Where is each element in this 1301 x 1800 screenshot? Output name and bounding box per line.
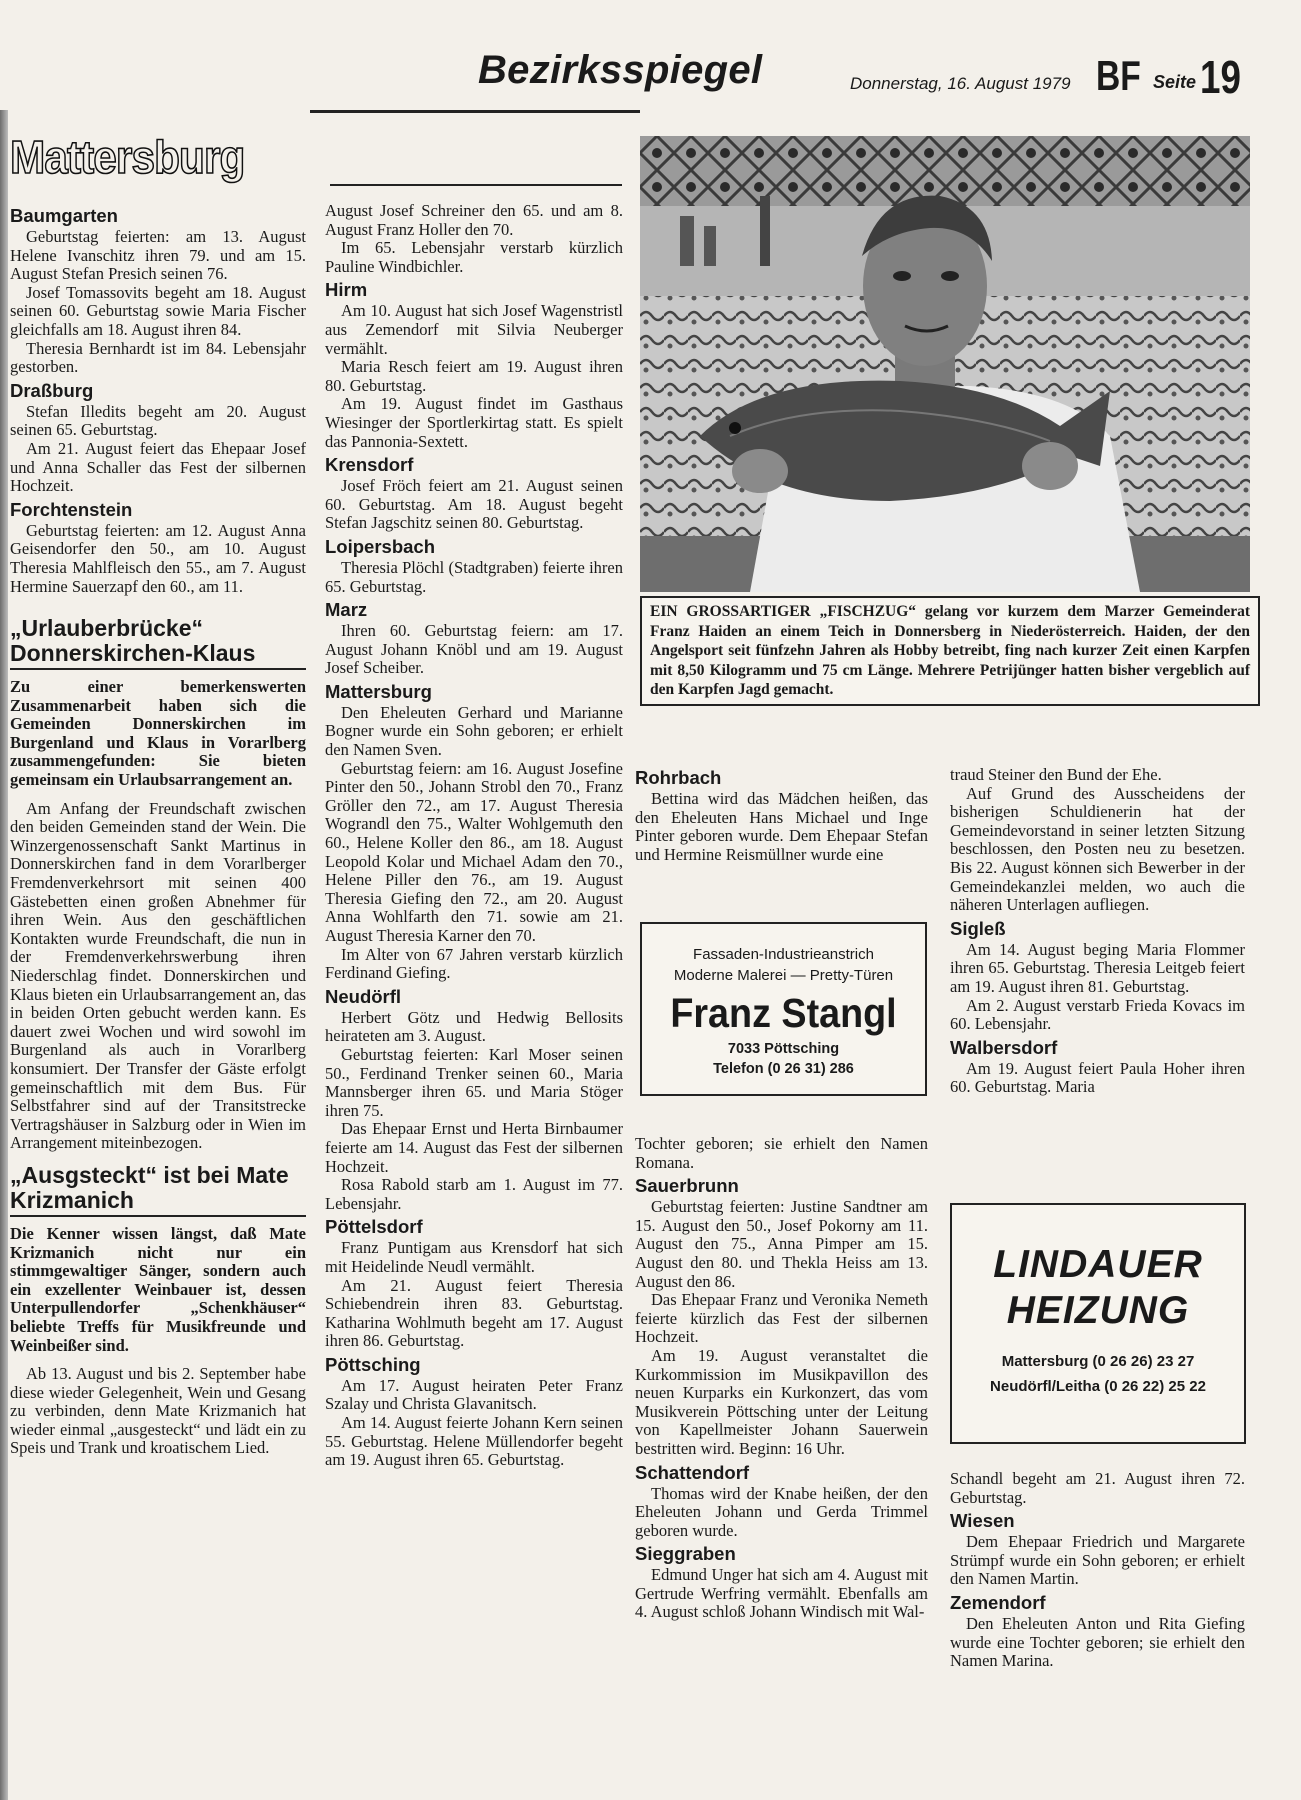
ad-line: Fassaden-Industrieanstrich [693,946,874,963]
column-3-bottom [635,1135,928,1622]
paragraph: Im 65. Lebensjahr verstarb kürzlich Pauline Windbichler. [325,238,623,276]
masthead-rule [310,110,640,113]
paragraph: Am 19. August findet im Gasthaus Wiesinger der Sportlerkirtag statt. Es spielt das Pannonia-Sextett. [325,394,623,451]
paragraph: Franz Puntigam aus Krensdorf hat sich mit Heidelinde Neudl vermählt. [325,1238,623,1276]
heading-forchtenstein: Forchtenstein [10,498,133,520]
paragraph: Josef Fröch feiert am 21. August seinen 60. Geburtstag. Am 18. August begeht Stefan Jagschitz seinen 80. Geburtstag. [325,476,623,533]
paragraph: Den Eheleuten Anton und Rita Giefing wurde eine Tochter geboren; sie erhielt den Namen Marina. [950,1613,1245,1671]
paragraph: Geburtstag feierten: Karl Moser seinen 50., Ferdinand Trenker seinen 60., Maria Mannsberger ihren 65. und Maria Stöger ihren 75. [325,1044,623,1120]
paragraph: Edmund Unger hat sich am 4. August mit Gertrude Werfring vermählt. Ebenfalls am 4. August schloß Johann Windisch mit Wal- [635,1565,928,1622]
heading-krensdorf: Krensdorf [325,454,414,476]
article-headline-ausgsteckt: „Ausgsteckt“ ist bei Mate Krizmanich [10,1163,306,1217]
ad-company-name: Franz Stangl [670,990,897,1036]
paragraph: Das Ehepaar Ernst und Herta Birnbaumer feierte am 14. August das Fest der silbernen Hochzeit. [325,1119,623,1176]
paragraph: Schandl begeht am 21. August ihren 72. Geburtstag. [950,1469,1245,1507]
heading-baumgarten: Baumgarten [10,205,118,226]
paragraph: Das Ehepaar Franz und Veronika Nemeth feierte kürzlich das Fest der silbernen Hochzeit. [635,1290,928,1347]
section-title: Bezirksspiegel [478,48,763,92]
paragraph: Tochter geboren; sie erhielt den Namen Romana. [635,1134,928,1172]
ad-phone: Telefon (0 26 31) 286 [713,1061,854,1077]
heading-rohrbach: Rohrbach [635,767,722,788]
paragraph: Geburtstag feierten: Justine Sandtner am 15. August den 50., Josef Pokorny am 11. August den 75., Anna Pimper am 15. August den 80. und Thekla Heiss am 13. August den 86. [635,1197,928,1291]
article-body: Ab 13. August und bis 2. September habe diese wieder Gelegenheit, Wein und Gesang zu verbinden, denn Mate Krizmanich hat wieder einmal „ausgesteckt“ und lädt ein zu Speis und Trank und kroatischem Lied. [10,1364,306,1458]
ad-phone: Neudörfl/Leitha (0 26 22) 25 22 [990,1378,1206,1395]
heading-drassburg: Draßburg [10,379,94,401]
ad-address: 7033 Pöttsching [727,1041,840,1057]
paragraph: Am 14. August beging Maria Flommer ihren 65. Geburtstag. Theresia Leitgeb feiert am 19. August ihren 81. Geburtstag. [950,939,1245,996]
ad-line: Moderne Malerei — Pretty-Türen [673,967,894,984]
column-3-top [635,764,928,864]
paragraph: traud Steiner den Bund der Ehe. [950,765,1162,784]
spacer [10,596,306,606]
paragraph: Maria Resch feiert am 19. August ihren 80. Geburtstag. [325,357,623,395]
paragraph: Am 10. August hat sich Josef Wagenstristl aus Zemendorf mit Silvia Neuberger vermählt. [325,301,623,358]
paragraph: Thomas wird der Knabe heißen, der den Eheleuten Johann und Gerda Trimmel geboren wurde. [635,1483,928,1540]
heading-neudoerfl: Neudörfl [325,985,402,1007]
article-lead: Zu einer bemerkenswerten Zusammenarbeit haben sich die Gemeinden Donnerskirchen im Burgenland und Klaus in Vorarlberg zusammengefunden: Sie bieten gemeinsam ein Urlaubsarrangement an. [10,677,306,790]
newspaper-logo: BF [1096,52,1141,99]
paragraph: Am 19. August feiert Paula Hoher ihren 60. Geburtstag. Maria [950,1058,1245,1097]
photo-caption: EIN GROSSARTIGER „FISCHZUG“ gelang vor kurzem dem Marzer Gemeinderat Franz Haiden an einem Teich in Donnersberg in Niederösterreich. Haiden, der den Angelsport seit fünfzehn Jahren als Hobby betreibt, fing nach kurzer Zeit einen Karpfen mit 8,50 Kilogramm und 75 cm Länge. Mehrere Petrijünger hatten bisher vergeblich auf den Karpfen Jagd gemacht. [640,596,1260,706]
heading-poettelsdorf: Pöttelsdorf [325,1216,423,1238]
paragraph: Bettina wird das Mädchen heißen, das den Eheleuten Hans Michael und Inge Pinter geboren wurde. Dem Ehepaar Stefan und Hermine Reismüllner wurde eine [635,789,928,864]
heading-poettsching: Pöttsching [325,1353,421,1375]
page-number: 19 [1200,51,1241,103]
heading-loipersbach: Loipersbach [325,535,435,557]
heading-zemendorf: Zemendorf [950,1591,1046,1613]
paragraph: August Josef Schreiner den 65. und am 8. August Franz Holler den 70. [325,201,623,239]
paragraph: Ihren 60. Geburtstag feiern: am 17. August Johann Knöbl und am 19. August Josef Scheiber. [325,621,623,678]
paragraph: Am 21. August feiert Theresia Schiebendrein ihren 83. Geburtstag. Katharina Wohlmuth begeht am 17. August ihren 86. Geburtstag. [325,1275,623,1351]
paragraph: Am 14. August feierte Johann Kern seinen 55. Geburtstag. Helene Müllendorfer begeht am 19. August ihren 65. Geburtstag. [325,1413,623,1470]
paragraph: Am 17. August heiraten Peter Franz Szalay und Christa Glavanitsch. [325,1375,623,1414]
man-holding-carp-photo [640,136,1250,592]
page-label: Seite [1153,72,1197,92]
paragraph: Dem Ehepaar Friedrich und Margarete Strümpf wurde ein Sohn geboren; er erhielt den Namen Martin. [950,1532,1245,1589]
paragraph: Stefan Illedits begeht am 20. August seinen 65. Geburtstag. [10,401,306,440]
heading-sigless: Sigleß [950,917,1006,939]
article-body: Am Anfang der Freundschaft zwischen den beiden Gemeinden stand der Wein. Die Winzergenossenschaft Sankt Martinus in Donnerskirchen fand in dem Vorarlberger Fremdenverkehrsort mit seinen 400 Gästebetten einen großen Abnehmer für ihren Wein. Aus den geschäftlichen Kontakten wurde Freundschaft, die nun in der Fremdenverkehrswerbung ihren Niederschlag findet. Donnerskirchen und Klaus bieten ein Urlaubsarrangement an, das in beiden Orten gebucht werden kann. Es dauert zwei Wochen und wird sowohl im Burgenland als auch in Vorarlberg konsumiert. Der Transfer der Gäste erfolgt gemeinschaftlich mit dem Bus. Für Selbstfahrer sind auf der Transitstrecke Vertragshäuser in Salzburg oder in Wien im Arrangement miteinbezogen. [10,798,306,1153]
column-4-bottom [950,1470,1245,1671]
paragraph: Am 21. August feiert das Ehepaar Josef und Anna Schaller das Fest der silbernen Hochzeit. [10,438,306,496]
region-banner: Mattersburg [10,131,245,183]
paragraph: Den Eheleuten Gerhard und Marianne Bogner wurde ein Sohn geboren; er erhielt den Namen Sven. [325,702,623,760]
heading-mattersburg: Mattersburg [325,680,432,702]
column-2 [325,202,623,1470]
ad-company-name: LINDAUER [993,1243,1203,1286]
heading-marz: Marz [325,599,368,621]
paragraph: Auf Grund des Ausscheidens der bisherigen Schuldienerin hat der Gemeindevorstand in seiner letzten Sitzung beschlossen, den Posten neu zu besetzen. Bis 22. August können sich Bewerber in der Gemeindekanzlei melden, wo auch die näheren Unterlagen aufliegen. [950,783,1245,915]
page-edge-shadow [0,110,8,1800]
paragraph: Am 19. August veranstaltet die Kurkommission im Musikpavillon des neuen Kurparks ein Kurkonzert, das vom Musikverein Pöttsching unter der Leitung von Kapellmeister Johann Sauerwein bestritten wird. Beginn: 16 Uhr. [635,1345,928,1458]
paragraph: Im Alter von 67 Jahren verstarb kürzlich Ferdinand Giefing. [325,944,623,983]
ad-company-name: HEIZUNG [1006,1289,1190,1332]
paragraph: Theresia Plöchl (Stadtgraben) feierte ihren 65. Geburtstag. [325,557,623,596]
heading-hirm: Hirm [325,279,368,301]
paragraph: Geburtstag feierten: am 12. August Anna Geisendorfer den 50., am 10. August Theresia Mahlfleisch den 55., am 7. August Hermine Sauerzapf den 60., am 11. [10,520,306,596]
ad-lindauer-heizung [950,1203,1246,1444]
heading-sieggraben: Sieggraben [635,1543,736,1565]
paragraph: Josef Tomassovits begeht am 18. August seinen 60. Geburtstag sowie Maria Fischer gleichfalls am 18. August ihren 84. [10,282,306,339]
article-lead: Die Kenner wissen längst, daß Mate Krizmanich nicht nur ein stimmgewaltiger Sänger, sondern auch ein exzellenter Weinbauer ist, dessen Unterpullendorfer „Schenkhäuser“ beliebte Treffs für Musikfreunde und Weinbeißer sind. [10,1223,306,1355]
photo-illustration [640,136,1250,592]
paragraph: Rosa Rabold starb am 1. August im 77. Lebensjahr. [325,1175,623,1213]
issue-date: Donnerstag, 16. August 1979 [850,74,1071,93]
heading-schattendorf: Schattendorf [635,1461,750,1483]
paragraph: Herbert Götz und Hedwig Bellosits heirateten am 3. August. [325,1007,623,1046]
paragraph: Geburtstag feierten: am 13. August Helene Ivanschitz ihren 79. und am 15. August Stefan Presich seinen 76. [10,227,306,284]
heading-sauerbrunn: Sauerbrunn [635,1175,739,1197]
ad-franz-stangl [640,922,927,1096]
heading-wiesen: Wiesen [950,1510,1015,1532]
region-rule [330,184,622,186]
paragraph: Geburtstag feiern: am 16. August Josefine Pinter den 50., Johann Strobl den 70., Franz Gröller den 72., am 17. August Theresia Wograndl den 75., Walter Wohlgemuth den 60., Helene Koller den 86., am 18. August Leopold Kolar und Michael Adam den 70., Helene Piller den 76., am 19. August Theresia Giefing den 72., am 20. August Anna Wohlfarth den 71. sowie am 21. August Theresia Karner den 70. [325,758,623,945]
heading-walbersdorf: Walbersdorf [950,1036,1058,1058]
ad-phone: Mattersburg (0 26 26) 23 27 [1001,1353,1195,1370]
paragraph: Am 2. August verstarb Frieda Kovacs im 60. Lebensjahr. [950,995,1245,1034]
column-1 [10,202,306,1458]
paragraph: Theresia Bernhardt ist im 84. Lebensjahr gestorben. [10,338,306,377]
column-4-top [950,766,1245,1097]
article-headline-urlauberbruecke: „Urlauberbrücke“ Donnerskirchen-Klaus [10,616,306,670]
